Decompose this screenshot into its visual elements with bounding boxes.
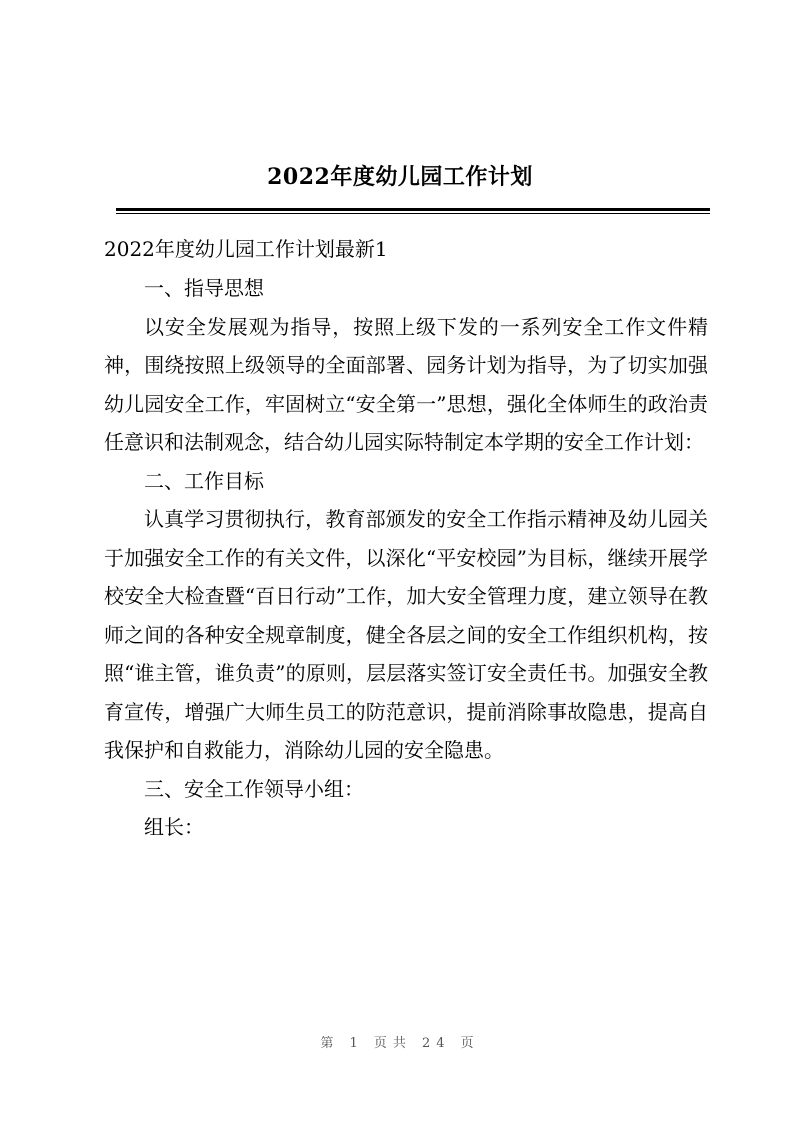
section-heading-work-goals: 二、工作目标 (144, 468, 264, 493)
page-title: 2022年度幼儿园工作计划 (267, 164, 533, 190)
section-heading-leadership-group: 三、安全工作领导小组： (144, 776, 364, 801)
title-rule (116, 208, 710, 211)
page-number: 第 1 页共 24 页 (320, 1036, 480, 1051)
paragraph-guiding-ideology: 以安全发展观为指导，按照上级下发的一系列安全工作文件精神，围绕按照上级领导的全面部署、园务计划为指导，为了切实加强幼儿园安全工作，牢固树立“安全第一”思想，强化全体师生的政治责任意识和法制观念，结合幼儿园实际特制定本学期的安全工作计划： (104, 314, 708, 454)
paragraph-work-goals: 认真学习贯彻执行，教育部颁发的安全工作指示精神及幼儿园关于加强安全工作的有关文件，以深化“平安校园”为目标，继续开展学校安全大检查暨“百日行动”工作，加大安全管理力度，建立领导在教师之间的各种安全规章制度，健全各层之间的安全工作组织机构，按照“谁主管，谁负责”的原则，层层落实签订安全责任书。加强安全教育宣传，增强广大师生员工的防范意识，提前消除事故隐患，提高自我保护和自救能力，消除幼儿园的安全隐患。 (104, 507, 708, 762)
section-heading-guiding-ideology: 一、指导思想 (144, 276, 264, 300)
title-rule-thin (116, 213, 710, 214)
document-body (104, 229, 708, 847)
document-subtitle: 2022年度幼儿园工作计划最新1 (104, 237, 388, 261)
leader-label: 组长： (144, 815, 204, 839)
